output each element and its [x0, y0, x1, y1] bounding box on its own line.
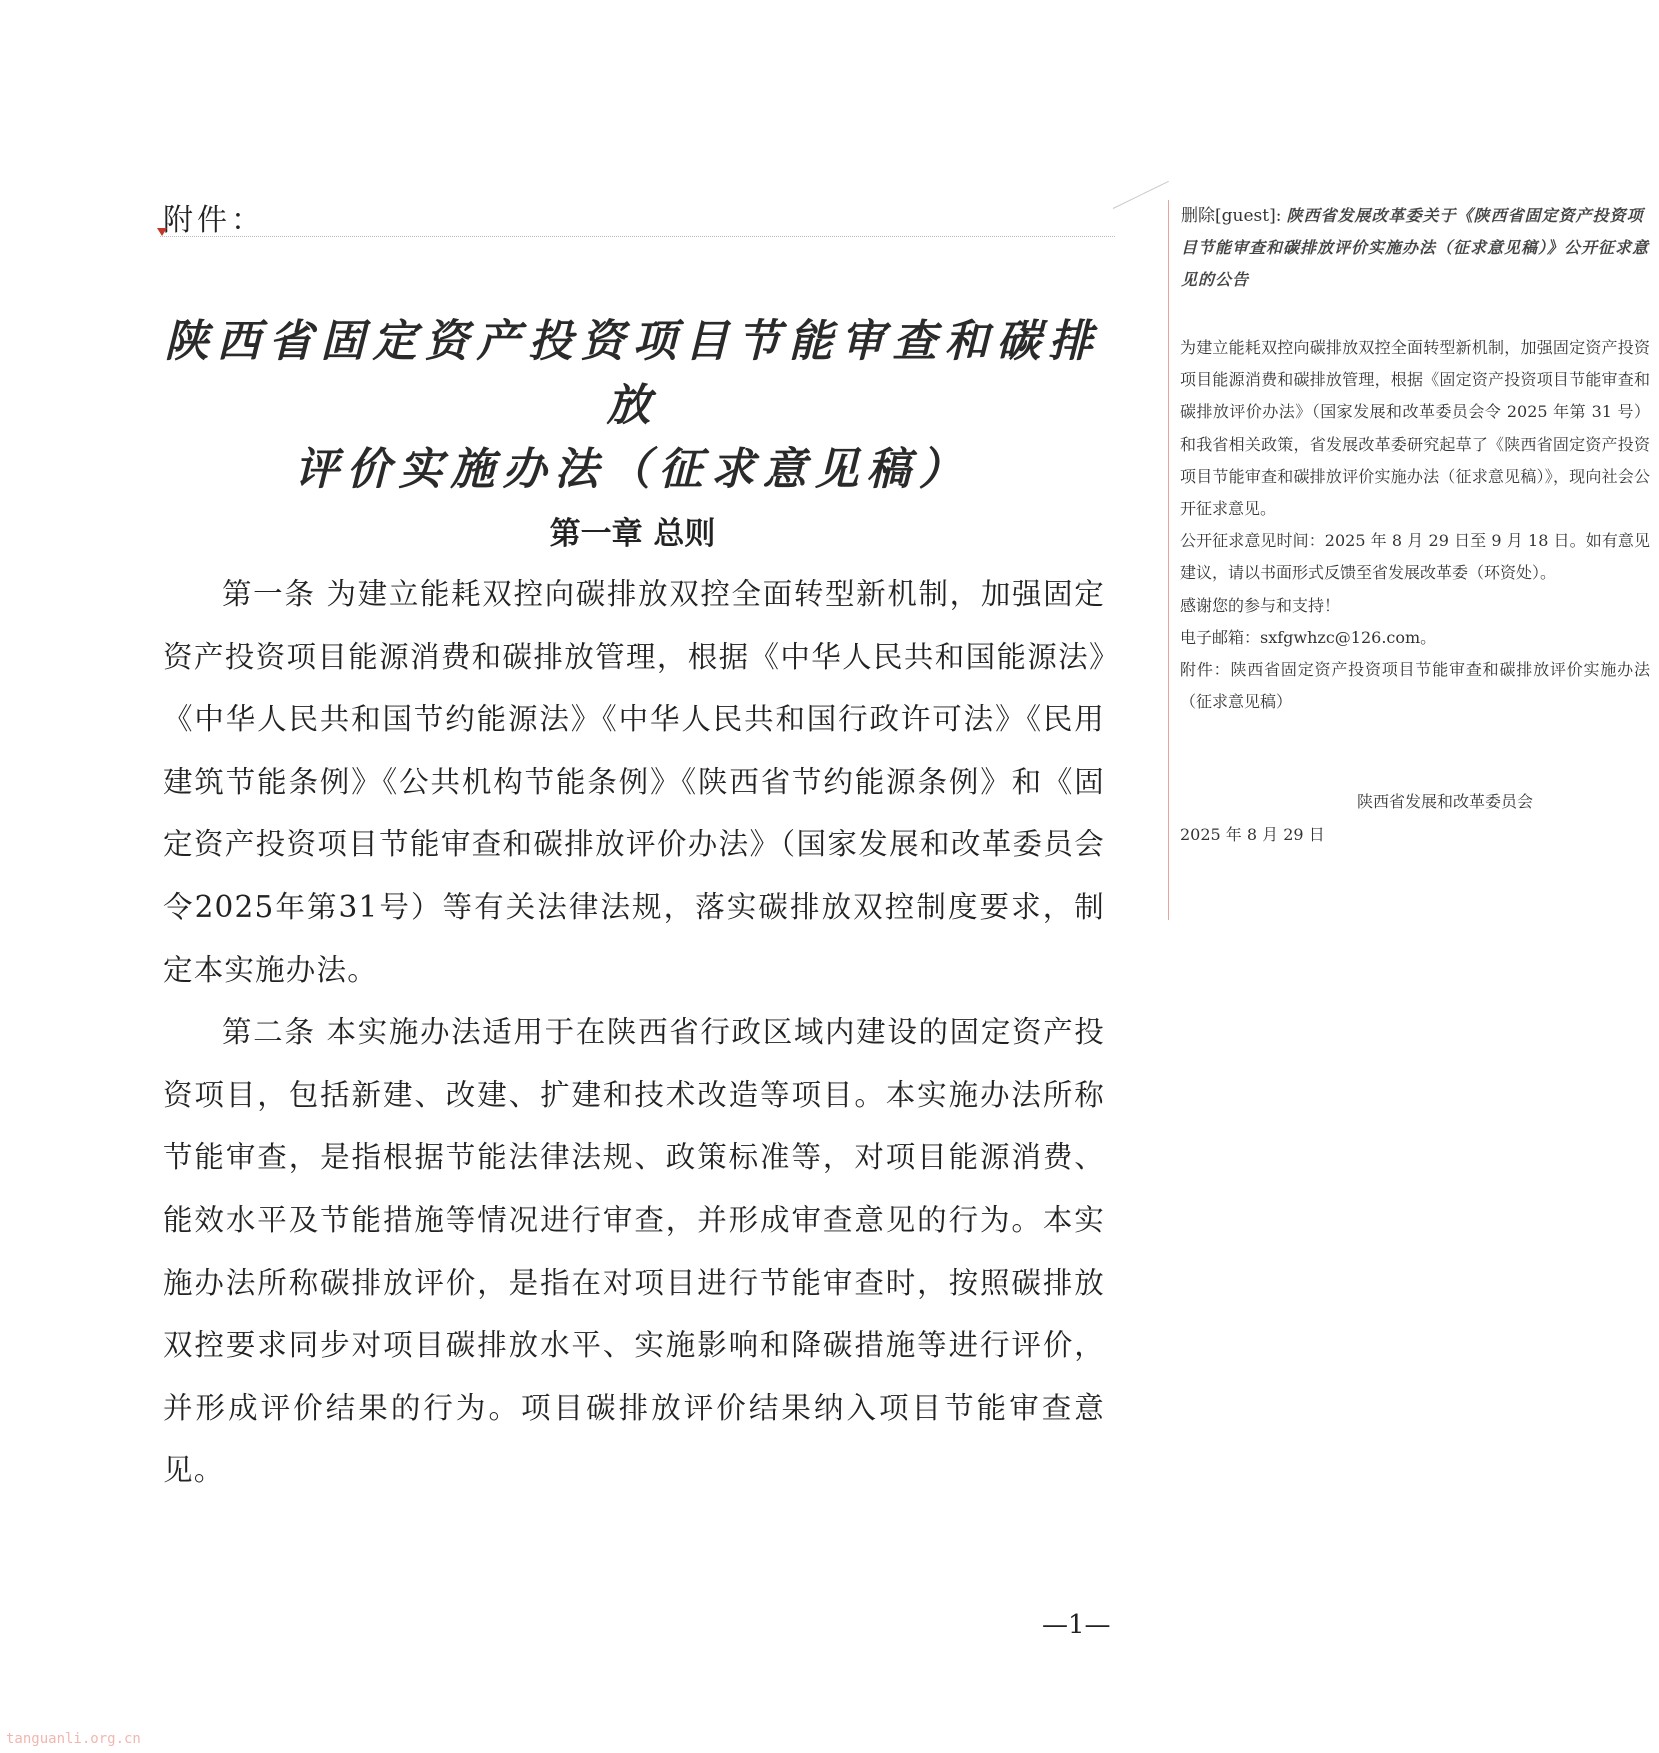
comment-deleted-body [1180, 332, 1650, 718]
comment-body-paragraph: 感谢您的参与和支持！ [1180, 595, 1341, 615]
document-title-line-2: 评价实施办法（征求意见稿） [294, 444, 971, 495]
comment-balloon[interactable] [1181, 200, 1649, 296]
comment-leader-line [160, 236, 1115, 237]
document-title [160, 310, 1105, 502]
comment-email: 电子邮箱：sxfgwhzc@126.com。 [1180, 627, 1437, 647]
document-title-line-1: 陕西省固定资产投资项目节能审查和碳排放 [164, 316, 1101, 431]
comment-leader-connector [1113, 181, 1169, 209]
page-number: —1— [1042, 1610, 1111, 1640]
article-1-paragraph: 第一条 为建立能耗双控向碳排放双控全面转型新机制，加强固定资产投资项目能源消费和碳排放管理，根据《中华人民共和国能源法》《中华人民共和国节约能源法》《中华人民共和国行政许可法》《民用建筑节能条例》《公共机构节能条例》《陕西省节约能源条例》和《固定资产投资项目节能审查和碳排放评价办法》（国家发展和改革委员会令2025年第31号）等有关法律法规，落实碳排放双控制度要求，制定本实施办法。 [163, 577, 1105, 987]
chapter-heading: 第一章 总则 [549, 516, 716, 552]
comment-body-paragraph: 为建立能耗双控向碳排放双控全面转型新机制，加强固定资产投资项目能源消费和碳排放管理，根据《固定资产投资项目节能审查和碳排放评价办法》（国家发展和改革委员会令 2025 年第 31 号）和我省相关政策，省发展改革委研究起草了《陕西省固定资产投资项目节能审查和碳排放评价实施办法（征求意见稿）》，现向社会公开征求意见。 [1180, 338, 1650, 519]
comment-body-paragraph: 公开征求意见时间：2025 年 8 月 29 日至 9 月 18 日。如有意见建议，请以书面形式反馈至省发展改革委（环资处）。 [1180, 531, 1650, 583]
comment-date: 2025 年 8 月 29 日 [1180, 825, 1325, 844]
attachment-label: 附件： [163, 203, 265, 238]
comment-attachment-line: 附件：陕西省固定资产投资项目节能审查和碳排放评价实施办法（征求意见稿） [1180, 660, 1650, 712]
comment-signature: 陕西省发展和改革委员会 [1357, 792, 1534, 811]
comment-deleted-headline: 陕西省发展改革委关于《陕西省固定资产投资项目节能审查和碳排放评价实施办法（征求意见稿）》公开征求意见的公告 [1181, 206, 1650, 289]
watermark: tanguanli.org.cn [6, 1731, 141, 1747]
article-2-paragraph: 第二条 本实施办法适用于在陕西省行政区域内建设的固定资产投资项目，包括新建、改建、扩建和技术改造等项目。本实施办法所称节能审查，是指根据节能法律法规、政策标准等，对项目能源消费、能效水平及节能措施等情况进行审查，并形成审查意见的行为。本实施办法所称碳排放评价，是指在对项目进行节能审查时，按照碳排放双控要求同步对项目碳排放水平、实施影响和降碳措施等进行评价，并形成评价结果的行为。项目碳排放评价结果纳入项目节能审查意见。 [163, 1015, 1105, 1488]
change-marker-icon[interactable] [157, 228, 167, 236]
comment-author: 删除[guest]: [1181, 206, 1282, 226]
document-body [163, 563, 1105, 1502]
